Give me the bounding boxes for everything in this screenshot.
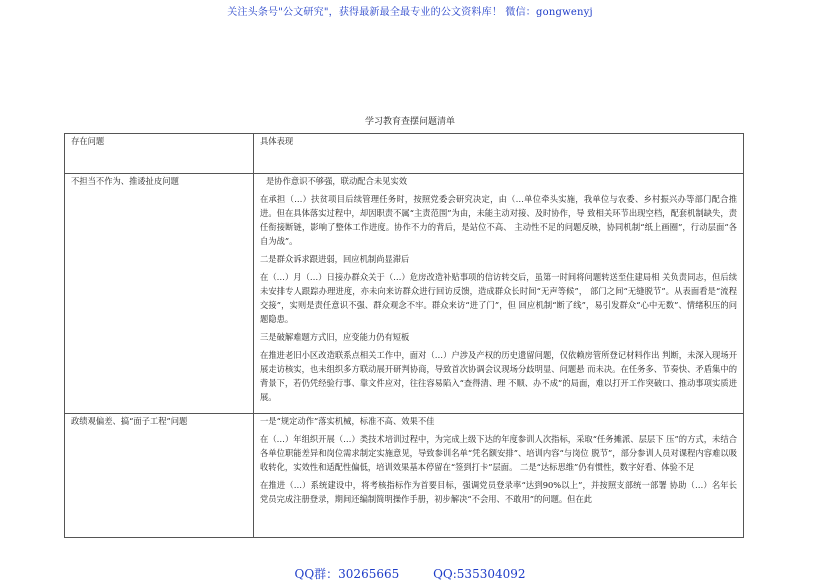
qq-contact: QQ:535304092 bbox=[433, 567, 526, 581]
detail-paragraph: 在（…）月（…）日接办群众关于（…）危房改造补贴事项的信访转交后，虽第一时间将问题转送至住建局相 关负责同志，但后续未安排专人跟踪办理进度，亦未向来访群众进行回访反馈，造成群众长时间“无声等候”， 部门之间“无缝脱节”。从表面看是“流程交接”，实则是责任意识不强、群众观念不牢。群众来访“进了门”，但 回应机制“断了线”，易引发群众“心中无数”、情绪积压的问题隐患。 bbox=[260, 272, 737, 324]
sub-heading: 二是群众诉求跟进弱，回应机制尚显滞后 bbox=[260, 254, 410, 264]
sub-heading: 是协作意识不够强，联动配合未见实效 bbox=[266, 176, 408, 186]
sub-heading: 三是破解难题方式旧，应变能力仍有短板 bbox=[260, 332, 410, 342]
bottom-banner bbox=[0, 565, 820, 582]
qq-group: QQ群：30265665 bbox=[294, 567, 400, 581]
detail-paragraph: 在推进老旧小区改造联系点相关工作中，面对（…）户涉及产权的历史遗留问题，仅依赖房管所登记材料作出 判断，未深入现场开展走访核实，也未组织多方联动展开研判协商，导致首次协调会议现场分歧明显、问题悬 而未决。在任务多、节奏快、矛盾集中的背景下，若仍凭经验行事、靠文件应对，往往容易陷入“查得清、理 不顺、办不成”的局面，难以打开工作突破口、推动事项实质进展。 bbox=[260, 350, 737, 402]
document-title: 学习教育查摆问题清单 bbox=[364, 117, 455, 127]
detail-paragraph: 在承担（…）扶贫项目后续管理任务时，按照党委会研究决定，由（…单位牵头实施，我单位与农委、乡村振兴办等部门配合推进。但在具体落实过程中，却因职责不属“主责范围”为由，未能主动对接、及时协作，导 致相关环节出现空档，配套机制缺失，责任衔接断链，影响了整体工作进度。协作不力的背后，是站位不高、 主动性不足的问题反映，协同机制“纸上画圈”，行动层面“各自为战”。 bbox=[260, 194, 737, 246]
header-issue: 存在问题 bbox=[65, 134, 254, 174]
top-banner: 关注头条号"公文研究"，获得最新最全最专业的公文资料库！ 微信：gongwenyj bbox=[227, 7, 593, 18]
detail-paragraph: 在（…）年组织开展（…）类技术培训过程中，为完成上级下达的年度参训人次指标，采取“任务摊派、层层下 压”的方式，未结合各单位职能差异和岗位需求制定实施意见，导致参训名单“凭名额安排”、培训内容“与岗位 脱节”，部分参训人员对课程内容难以吸收转化，实效性和适配性偏低，培训效果基本停留在“签到打卡”层面。 二是“达标思维”仍有惯性，数字好看、体验不足 bbox=[260, 434, 737, 472]
table-header-row bbox=[65, 134, 744, 174]
issues-table bbox=[64, 133, 744, 538]
issue-cell: 政绩观偏差、搞“面子工程”问题 bbox=[65, 414, 254, 538]
header-details: 具体表现 bbox=[254, 134, 744, 174]
detail-cell bbox=[254, 414, 744, 538]
sub-heading: 一是“规定动作”落实机械，标准不高、效果不佳 bbox=[260, 416, 435, 426]
detail-cell bbox=[254, 174, 744, 414]
table-row bbox=[65, 414, 744, 538]
detail-paragraph: 在推进（…）系统建设中，将考核指标作为首要目标，强调党员登录率“达到90%以上”，并按照支部统一部署 协助（…）名年长党员完成注册登录，期间还编制简明操作手册，初步解决“不会用、不敢用”的问题。但在此 bbox=[260, 480, 737, 504]
issue-cell: 不担当不作为、推诿扯皮问题 bbox=[65, 174, 254, 414]
table-row bbox=[65, 174, 744, 414]
